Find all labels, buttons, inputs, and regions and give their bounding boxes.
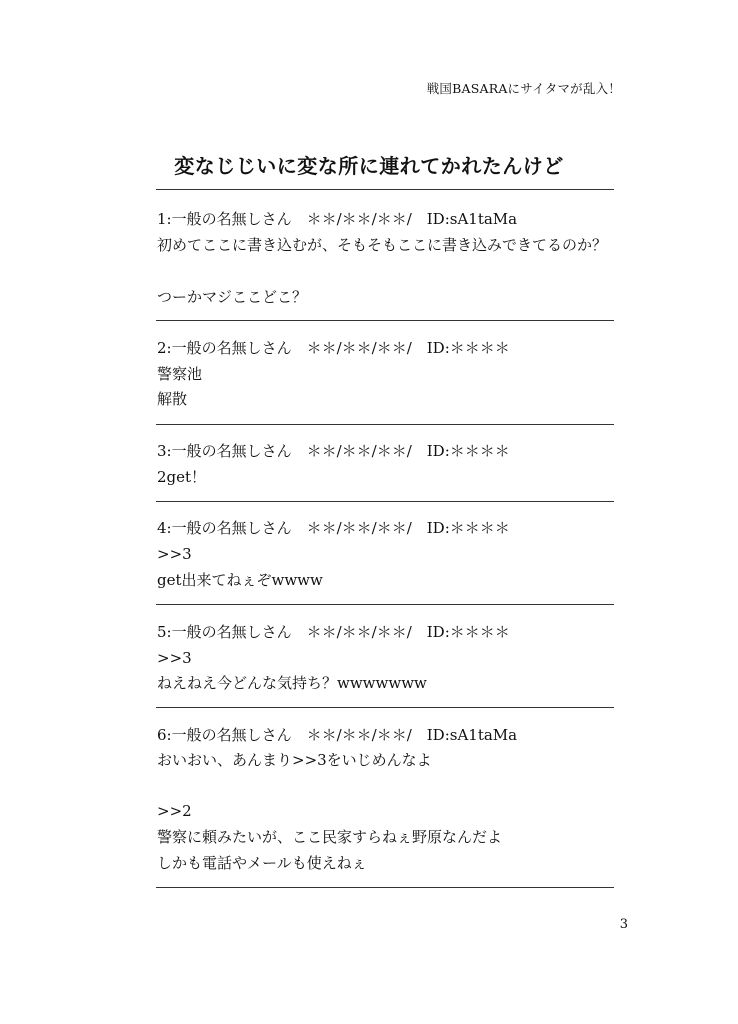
post-3-line-1: 2get！	[157, 468, 207, 486]
post-2-line-1: 警察池	[157, 365, 203, 383]
post-1-line-1: 初めてここに書き込むが、そもそもここに書き込みできてるのか？	[157, 236, 608, 254]
post-6-line-4: 警察に頼みたいが、ここ民家すらねぇ野原なんだよ	[157, 828, 503, 846]
post-6-header: 6:一般の名無しさん ＊＊/＊＊/＊＊/ ID:sA1taMa	[157, 726, 518, 744]
divider	[156, 604, 614, 605]
post-3-header: 3:一般の名無しさん ＊＊/＊＊/＊＊/ ID:＊＊＊＊	[157, 442, 510, 460]
post-4-line-2: get出来てねぇぞwwww	[157, 571, 323, 589]
post-1-line-3: つーかマジここどこ？	[157, 288, 308, 306]
post-5-header: 5:一般の名無しさん ＊＊/＊＊/＊＊/ ID:＊＊＊＊	[157, 623, 510, 641]
divider	[156, 424, 614, 425]
post-6-line-5: しかも電話やメールも使えねぇ	[157, 854, 367, 872]
post-2-header: 2:一般の名無しさん ＊＊/＊＊/＊＊/ ID:＊＊＊＊	[157, 339, 510, 357]
page-title: 変なじじいに変な所に連れてかれたんけど	[174, 154, 564, 178]
post-4-line-1: >>3	[157, 545, 192, 563]
post-6-line-1: おいおい、あんまり>>3をいじめんなよ	[157, 751, 432, 769]
post-5-line-2: ねえねえ今どんな気持ち？wwwwwww	[157, 674, 427, 692]
post-4-header: 4:一般の名無しさん ＊＊/＊＊/＊＊/ ID:＊＊＊＊	[157, 519, 510, 537]
running-header: 戦国BASARAにサイタマが乱入！	[426, 81, 621, 96]
divider	[156, 501, 614, 502]
divider	[156, 320, 614, 321]
divider	[156, 707, 614, 708]
divider	[156, 189, 614, 190]
post-2-line-2: 解散	[157, 390, 188, 408]
post-6-line-3: >>2	[157, 802, 192, 820]
divider	[156, 887, 614, 888]
post-1-header: 1:一般の名無しさん ＊＊/＊＊/＊＊/ ID:sA1taMa	[157, 210, 518, 228]
post-5-line-1: >>3	[157, 649, 192, 667]
page-number: 3	[619, 917, 628, 932]
